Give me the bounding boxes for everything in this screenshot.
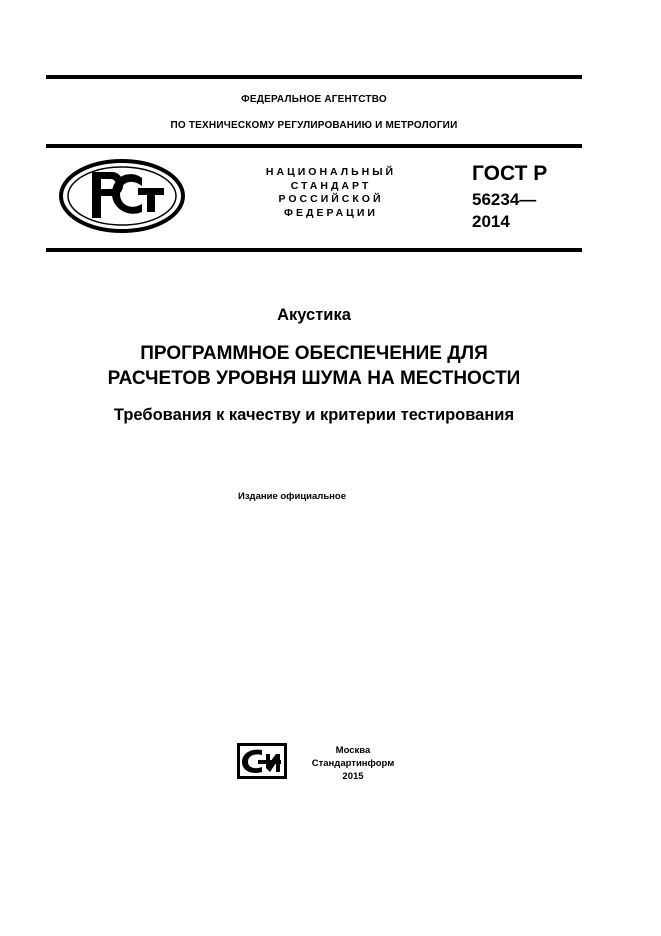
rst-certification-logo-icon — [58, 158, 186, 234]
publisher-name: Стандартинформ — [311, 758, 395, 769]
header-rule — [46, 144, 582, 148]
publisher-year: 2015 — [342, 771, 364, 782]
publisher-city: Москва — [335, 745, 371, 756]
top-rule — [46, 75, 582, 79]
document-title-line2: РАСЧЕТОВ УРОВНЯ ШУМА НА МЕСТНОСТИ — [107, 368, 521, 389]
agency-name-line1: ФЕДЕРАЛЬНОЕ АГЕНТСТВО — [241, 94, 387, 105]
national-line-4: ФЕДЕРАЦИИ — [284, 206, 378, 219]
gost-designation — [472, 162, 547, 233]
gost-year: 2014 — [472, 212, 510, 231]
national-standard-label — [248, 166, 414, 220]
standartinform-logo-icon — [236, 742, 288, 780]
national-line-2: СТАНДАРТ — [290, 179, 372, 192]
national-line-3: РОССИЙСКОЙ — [278, 193, 384, 205]
edition-label: Издание официальное — [238, 491, 346, 502]
document-subtitle: Требования к качеству и критерии тестирования — [113, 406, 515, 424]
agency-name-line2: ПО ТЕХНИЧЕСКОМУ РЕГУЛИРОВАНИЮ И МЕТРОЛОГИИ — [170, 120, 458, 131]
document-title-line1: ПРОГРАММНОЕ ОБЕСПЕЧЕНИЕ ДЛЯ — [140, 343, 488, 364]
gost-label: ГОСТ Р — [472, 162, 548, 185]
gost-number: 56234— — [472, 190, 537, 209]
document-title — [46, 341, 582, 391]
publisher-info — [298, 744, 408, 783]
standard-block-rule — [46, 248, 582, 252]
national-line-1: НАЦИОНАЛЬНЫЙ — [265, 166, 397, 178]
document-subject: Акустика — [277, 306, 351, 324]
